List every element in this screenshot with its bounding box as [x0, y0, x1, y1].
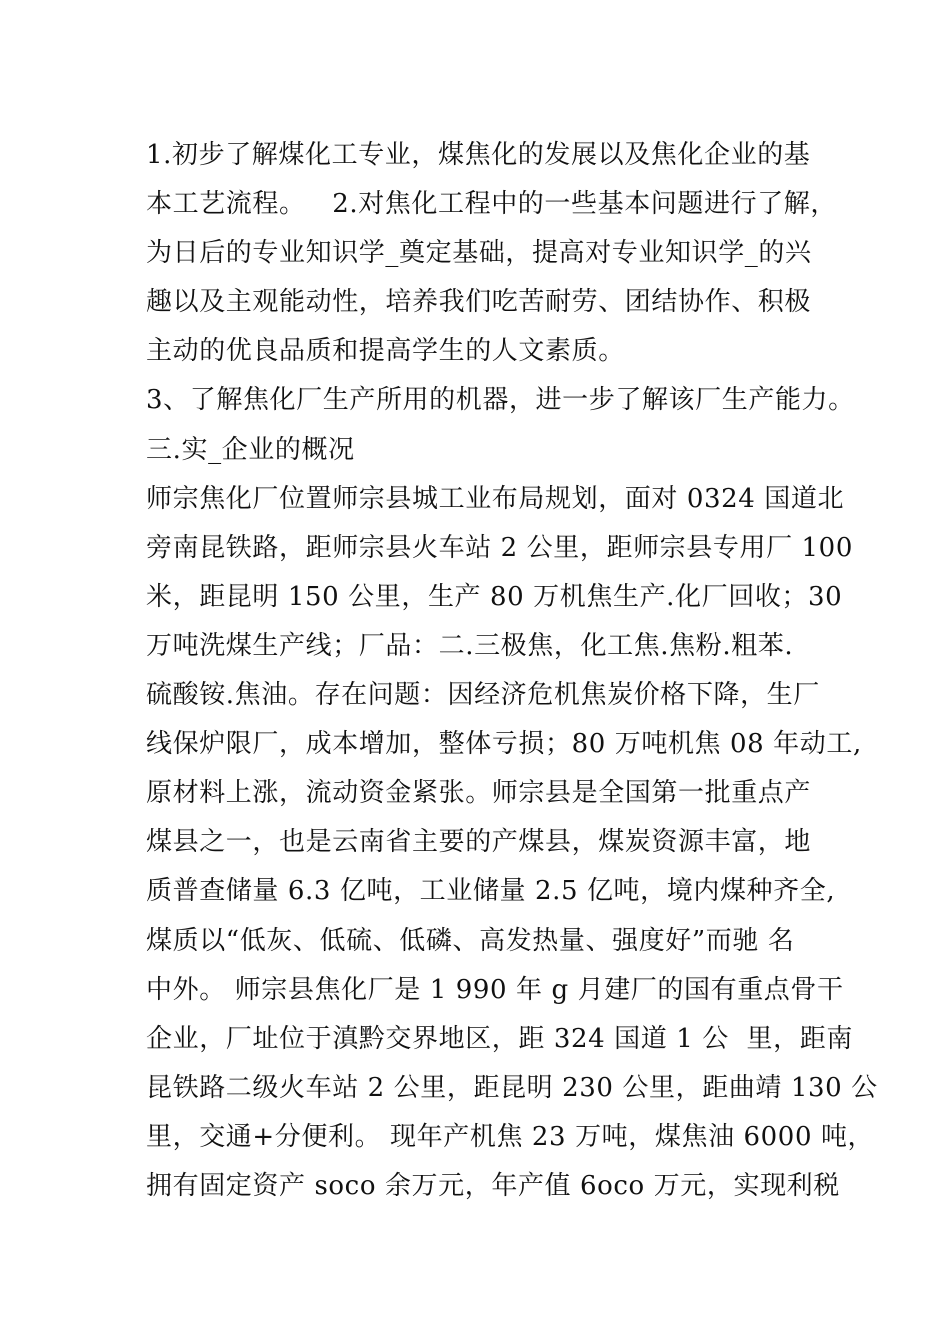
document-body [146, 131, 878, 1211]
text-line: 昆铁路二级火车站 2 公里，距昆明 230 公里，距曲靖 130 公 [146, 1072, 878, 1103]
text-line: 米，距昆明 150 公里，生产 80 万机焦生产.化厂回收；30 [146, 581, 843, 612]
text-line: 本工艺流程。 2.对焦化工程中的一些基本问题进行了解， [146, 189, 838, 220]
text-line: 师宗焦化厂位置师宗县城工业布局规划，面对 0324 国道北 [146, 483, 845, 514]
text-line: 万吨洗煤生产线；厂品：二.三极焦，化工焦.焦粉.粗苯. [146, 630, 794, 661]
text-line: 硫酸铵.焦油。存在问题：因经济危机焦炭价格下降，生厂 [146, 680, 820, 711]
text-line: 原材料上涨，流动资金紧张。师宗县是全国第一批重点产 [146, 778, 812, 809]
section-heading: 三.实_企业的概况 [146, 434, 355, 465]
text-line: 企业，厂址位于滇黔交界地区，距 324 国道 1 公 里，距南 [146, 1023, 853, 1054]
text-line: 趣以及主观能动性，培养我们吃苦耐劳、团结协作、积极 [146, 287, 812, 318]
text-line: 煤县之一，也是云南省主要的产煤县，煤炭资源丰富，地 [146, 827, 812, 858]
text-line: 主动的优良品质和提高学生的人文素质。 [146, 336, 625, 367]
text-line: 为日后的专业知识学_奠定基础，提高对专业知识学_的兴 [146, 238, 812, 269]
text-line: 煤质以“低灰、低硫、低磷、高发热量、强度好”而驰 名 [146, 925, 795, 956]
text-line: 拥有固定资产 soco 余万元，年产值 6oco 万元，实现利税 [146, 1170, 840, 1201]
text-line: 旁南昆铁路，距师宗县火车站 2 公里，距师宗县专用厂 100 [146, 532, 853, 563]
text-line: 中外。 师宗县焦化厂是 1 990 年 g 月建厂的国有重点骨干 [146, 974, 844, 1005]
text-line: 1.初步了解煤化工专业，煤焦化的发展以及焦化企业的基 [146, 140, 811, 170]
text-line: 质普查储量 6.3 亿吨，工业储量 2.5 亿吨，境内煤种齐全, [146, 876, 836, 907]
text-line: 里，交通+分便利。 现年产机焦 23 万吨，煤焦油 6000 吨， [146, 1121, 875, 1152]
text-line: 3、了解焦化厂生产所用的机器，进一步了解该厂生产能力。 [146, 385, 855, 416]
text-line: 线保炉限厂，成本增加，整体亏损；80 万吨机焦 08 年动工, [146, 729, 862, 760]
